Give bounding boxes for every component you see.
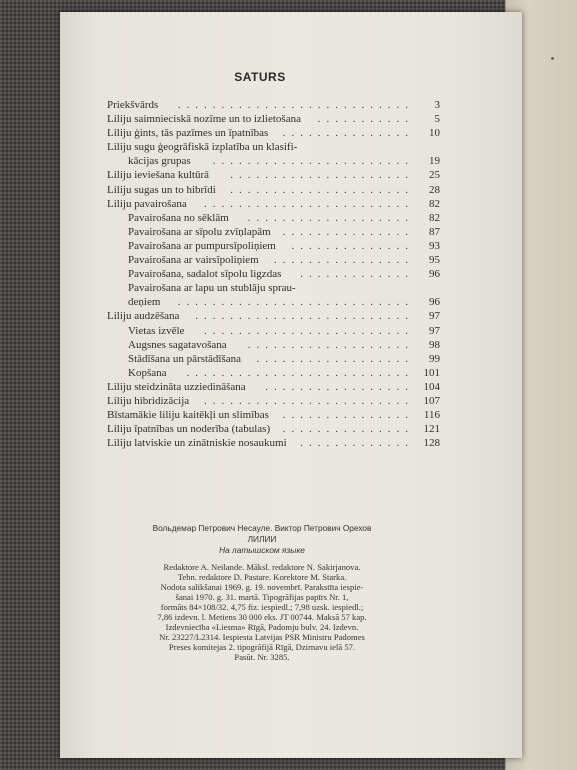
imprint-line: Tehn. redaktore D. Pastare. Korektore M. Starka. xyxy=(177,572,347,582)
toc-leader-dots: .................. xyxy=(256,352,414,365)
toc-page-number: 3 xyxy=(434,99,440,111)
toc-page-number: 5 xyxy=(434,113,440,126)
toc-entry-title: Liliju audzēšana xyxy=(107,310,180,323)
toc-entry xyxy=(107,422,440,436)
toc-entry-title: Vietas izvēle xyxy=(128,324,185,337)
toc-entry xyxy=(107,168,440,182)
toc-page-number: 116 xyxy=(423,409,440,422)
toc-entry xyxy=(107,324,440,338)
toc-page-number: 87 xyxy=(429,225,440,238)
imprint-line: Nodota salikšanai 1969. g. 19. novembrī. Parakstīta iespie- xyxy=(160,582,364,592)
toc-page-number: 82 xyxy=(429,211,440,224)
toc-leader-dots: ................... xyxy=(247,338,414,351)
table-of-contents xyxy=(107,98,440,450)
toc-entry xyxy=(107,281,440,295)
toc-entry xyxy=(107,394,440,408)
toc-leader-dots: ........................ xyxy=(204,324,414,337)
toc-entry xyxy=(107,366,440,380)
toc-leader-dots: ................. xyxy=(265,380,414,393)
toc-entry xyxy=(107,98,440,112)
toc-entry xyxy=(107,197,440,211)
toc-entry-title: Pavairošana ar vairsīpoliņiem xyxy=(128,254,259,267)
toc-leader-dots: ............... xyxy=(282,225,414,238)
toc-entry xyxy=(107,253,440,267)
toc-entry xyxy=(107,408,440,422)
toc-leader-dots: ........................... xyxy=(177,99,414,111)
toc-entry xyxy=(107,352,440,366)
imprint-title: ЛИЛИИ xyxy=(247,534,277,544)
toc-entry xyxy=(107,154,440,168)
toc-page-number: 97 xyxy=(429,310,440,323)
toc-entry xyxy=(107,267,440,281)
toc-entry-title: kācijas grupas xyxy=(128,155,191,168)
imprint-language-note: На латышском языке xyxy=(219,545,305,555)
toc-entry xyxy=(107,239,440,253)
imprint-line: 7,86 izdevn. l. Metiens 30 000 eks. JT 00744. Maksā 57 kap. xyxy=(157,612,367,622)
toc-page-number: 101 xyxy=(423,366,440,379)
imprint-authors: Вольдемар Петрович Несауле. Виктор Петрович Орехов xyxy=(152,523,372,533)
toc-entry xyxy=(107,309,440,323)
imprint-line: Pasūt. Nr. 3285. xyxy=(234,652,290,662)
toc-entry xyxy=(107,211,440,225)
toc-entry-title: Kopšana xyxy=(128,366,167,379)
toc-page-number: 93 xyxy=(429,239,440,252)
imprint-block xyxy=(82,523,442,662)
toc-entry xyxy=(107,380,440,394)
toc-entry-title: Liliju pavairošana xyxy=(107,197,187,210)
toc-leader-dots: ............. xyxy=(300,437,414,450)
toc-page-number: 121 xyxy=(423,423,440,436)
toc-entry xyxy=(107,112,440,126)
toc-leader-dots: ............... xyxy=(282,423,414,436)
toc-entry xyxy=(107,225,440,239)
toc-entry-title: Pavairošana ar pumpursīpoliņiem xyxy=(128,239,276,252)
toc-entry xyxy=(107,436,440,450)
toc-page-number: 96 xyxy=(429,296,440,309)
toc-leader-dots: ........................ xyxy=(204,394,414,407)
toc-entry xyxy=(107,295,440,309)
toc-heading: SATURS xyxy=(234,70,286,84)
imprint-line: formāts 84×108/32. 4,75 fiz. iespiedl.; 7,98 uzsk. iespiedl.; xyxy=(160,602,364,612)
toc-page-number: 99 xyxy=(429,352,440,365)
toc-leader-dots: ................ xyxy=(274,254,414,267)
imprint-line: Izdevniecība «Liesma» Rīgā, Padomju bulv. 24. Izdevn. xyxy=(165,622,359,632)
toc-leader-dots: ........... xyxy=(317,113,414,126)
toc-page-number: 19 xyxy=(429,155,440,168)
toc-page-number: 96 xyxy=(429,268,440,281)
toc-leader-dots: ............. xyxy=(300,268,414,281)
toc-entry-title: Liliju hibridizācija xyxy=(107,394,190,407)
toc-page-number: 98 xyxy=(429,338,440,351)
toc-page-number: 95 xyxy=(429,254,440,267)
toc-entry-title: Liliju sugu ģeogrāfiskā izplatība un klasifi- xyxy=(107,141,298,154)
toc-entry xyxy=(107,183,440,197)
toc-entry-title: Liliju steidzināta uzziedināšana xyxy=(107,380,246,393)
toc-entry xyxy=(107,140,440,154)
toc-entry-title: Liliju īpatnības un noderība (tabulas) xyxy=(107,423,271,436)
toc-leader-dots: .......................... xyxy=(186,366,414,379)
toc-leader-dots: ........................... xyxy=(177,296,414,309)
toc-entry xyxy=(107,126,440,140)
toc-entry-title: Priekšvārds xyxy=(107,99,159,111)
toc-entry-title: Pavairošana no sēklām xyxy=(128,211,229,224)
toc-entry-title: Liliju latviskie un zinātniskie nosaukumi xyxy=(107,437,287,450)
page-mark xyxy=(551,57,554,60)
toc-page-number: 104 xyxy=(423,380,440,393)
toc-leader-dots: ..................... xyxy=(230,169,414,182)
toc-entry-title: Liliju saimnieciskā nozīme un to izlietošana xyxy=(107,113,301,126)
toc-entry-title: Pavairošana, sadalot sīpolu ligzdas xyxy=(128,268,282,281)
imprint-line: šanai 1970. g. 31. martā. Tipogrāfijas papīrs Nr. 1, xyxy=(175,592,349,602)
toc-entry-title: Stādīšana un pārstādīšana xyxy=(128,352,242,365)
toc-entry-title: Bīstamākie liliju kaitēkļi un slimības xyxy=(107,409,269,422)
toc-page-number: 10 xyxy=(429,127,440,140)
toc-leader-dots: ....................... xyxy=(212,155,414,168)
toc-leader-dots: ........................ xyxy=(204,197,414,210)
toc-page-number: 97 xyxy=(429,324,440,337)
toc-entry-title: deņiem xyxy=(128,296,161,309)
toc-entry xyxy=(107,338,440,352)
toc-page-number: 25 xyxy=(429,169,440,182)
toc-leader-dots: ............... xyxy=(282,127,414,140)
toc-page-number: 82 xyxy=(429,197,440,210)
toc-page-number: 128 xyxy=(423,437,440,450)
toc-page-number: 107 xyxy=(423,394,440,407)
imprint-line: Preses komitejas 2. tipogrāfijā Rīgā, Dzirnavu ielā 57. xyxy=(168,642,356,652)
toc-leader-dots: ......................... xyxy=(195,310,414,323)
toc-leader-dots: ..................... xyxy=(230,183,414,196)
imprint-details xyxy=(82,562,442,662)
imprint-line: Nr. 23227/L2314. Iespiesta Latvijas PSR Ministru Padomes xyxy=(159,632,365,642)
toc-leader-dots: .............. xyxy=(291,239,414,252)
toc-leader-dots: ................... xyxy=(247,211,414,224)
toc-entry-title: Pavairošana ar lapu un stublāju sprau- xyxy=(128,282,296,295)
toc-entry-title: Pavairošana ar sīpolu zvīņlapām xyxy=(128,225,271,238)
toc-entry-title: Liliju ģints, tās pazīmes un īpatnības xyxy=(107,127,269,140)
toc-leader-dots: ............... xyxy=(282,409,414,422)
toc-entry-title: Liliju sugas un to hibrīdi xyxy=(107,183,216,196)
toc-entry-title: Augsnes sagatavošana xyxy=(128,338,227,351)
imprint-line: Redaktore A. Neilande. Māksl. redaktore N. Sakirjanova. xyxy=(163,562,361,572)
toc-entry-title: Liliju ieviešana kultūrā xyxy=(107,169,210,182)
toc-page-number: 28 xyxy=(429,183,440,196)
